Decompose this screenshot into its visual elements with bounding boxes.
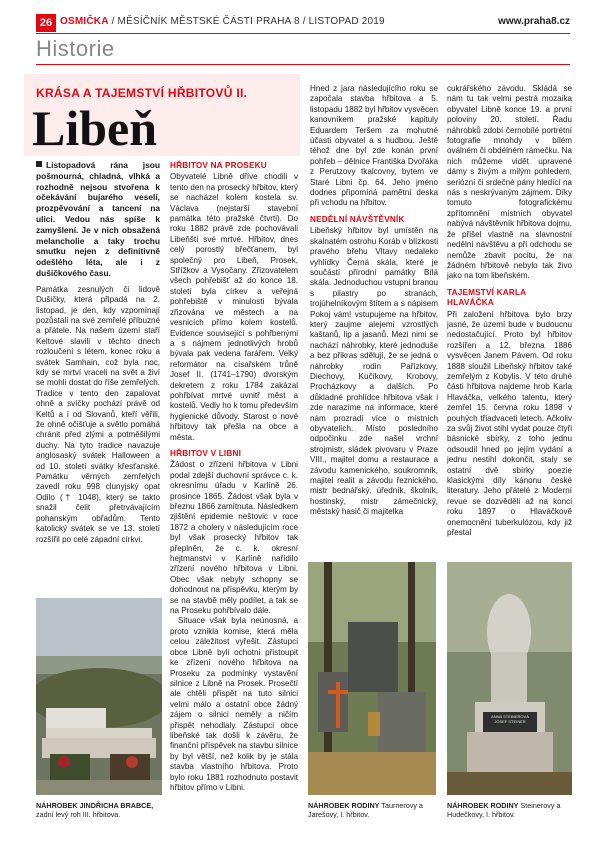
- article-kicker: KRÁSA A TAJEMSTVÍ HŘBITOVŮ II.: [36, 86, 248, 100]
- caption-steiner-title: NÁHROBEK RODINY: [447, 801, 519, 810]
- article-lead: [36, 160, 160, 279]
- section-rule: [36, 64, 570, 65]
- column-1: [36, 160, 160, 545]
- column-2: [170, 157, 298, 793]
- caption-steiner-desc: Steinerovy a Hudečkovy, I. hřbitov.: [447, 801, 561, 819]
- brand-name: OSMIČKA: [60, 16, 109, 27]
- caption-brabec-title: NÁHROBEK JINDŘICHA BRABCE,: [36, 801, 154, 810]
- column-2-paragraph-3: Situace však byla neúnosná, a proto vznikla komise, která měla celou záležitost vyřešit. Zástupci obce Libně byli ochotni přistoupit ke zřízení nového hřbitova na Proseku za podmínky vystavění silnice z Libně na Prosek. Prosečtí ale chtěli přispět na tuto silnici velmi málo a ostatní obce žádný zájem o silnici neměly a ničím přispět nehodlaly. Zástupci obce libeňské tak došli k závěru, že finanční příspěvek na stavbu silnice by byl větší, než kolik by je stála stavba vlastního hřbitova. Proto bylo roku 1881 rozhodnuto postavit hřbitov přímo v Libni.: [170, 616, 298, 792]
- caption-steiner: [447, 801, 575, 819]
- plaque-line-1: ANNA STEINEROVÁ: [491, 714, 529, 719]
- photo-taurner-tomb-image: [308, 562, 436, 795]
- caption-brabec: [36, 801, 166, 819]
- photo-taurner-tomb: [308, 562, 436, 795]
- column-3-paragraph-2: Libeňský hřbitov byl umístěn na skalnatém ostrohu Koráb v blízkosti pravého břehu Vltavy nedaleko vyhlídky Černá skála, které je součástí přírodní památky Bílá skála. Jednoduchou vstupní branou s pilastry po stranách, trojúhelníkovým štítem a s nápisem Pokoj vám! vstupujeme na hřbitov, který zaujme alejemi vzrostlých kaštanů, lip a jasanů. Mezi nimi se nachází náhrobky, které jednoduše a bez přikras sdělují, že se jedná o náhrobky rodin Pařízkovy, Diechovy, Kučíkovy, Krobovy, Procházkovy a dalších. Po důkladné prohlídce hřbitova však i zde narazíme na informace, které nám prozradí více o místních obyvatelích. Místo posledního odpočinku zde našel vrchní strojmistr, sládek pivovaru v Praze VIII., majitel domu a restaurace a závodu kamenického, soukromník, majitel realit a závodu řeznického, mistr bednářský, úředník, školník, hostinský, mistr zámečnický, městský hasič či majitelka: [310, 226, 438, 517]
- article-title: Libeň: [32, 100, 158, 156]
- caption-taurner: [308, 801, 440, 819]
- plaque-inscription: [483, 714, 537, 724]
- subhead-hrbitov-na-proseku: HŘBITOV NA PROSEKU: [170, 161, 267, 170]
- caption-taurner-desc: Taurnerovy a Jarešovy, I. hřbitov.: [308, 801, 423, 819]
- header-issue: / MĚSÍČNÍK MĚSTSKÉ ČÁSTI PRAHA 8 / LISTOPAD 2019: [108, 16, 385, 27]
- column-3: [310, 84, 438, 518]
- column-1-body: Památka zesnulých či lidově Dušičky, která připadá na 2. listopad, je den, kdy vzpomínají pozůstalí na své zemřelé příbuzné a přátele. Na našem území staří Keltové slavili v těchto dnech rozloučení s létem, konec roku a svátek Samhain, což byla noc, kdy se mrtví vraceli na svět a živí se mohli dostat do říše zemřelých. Tradice v tento den zapalovat ohně a svíčky pochází právě od Keltů a i od Slovanů, kteří věřili, že ohně očišťuje a světlo pomáhá chránit před zlými a potměšilými duchy. Na tyto tradice navazuje anglosaský svátek Halloween a od 10. století svátky křesťanské. Památku věrných zemřelých zavedl roku 998 clunyjský opat Odilo († 1048), který se takto snažil čelit přetrvávajícím pohanským obřadům. Tento katolický svátek se ve 13. století rozšířil po celé západní církvi.: [36, 284, 160, 544]
- photo-steiner-tomb: [447, 562, 572, 795]
- column-4-paragraph-1: cukrářského závodu. Skládá se nám tu tak velmi pestrá mozaika obyvatel Libně konce 19. a první poloviny 20. století. Řadu náhrobků zdobí černobílé portrétní fotografie mnohdy v bílém oválném či obdélném rámečku. Na nich můžeme vidět upravené dámy s živým a milým pohledem, seriózní či srdečné pány hledící na nás s neskrývaným zájmem. Díky tomuto fotografickému zpřítomnění místních obyvatel nabývá návštěvník hřbitova dojmu, že přišel vlastně na slavnostní nedělní návštěvu a při odchodu se nemůže zbavit pocitu, že na žádném hřbitově nebylo tak živo jako na tom libeňském.: [447, 84, 572, 281]
- photo-brabec-tomb: [36, 598, 162, 795]
- photo-steiner-tomb-image: [447, 562, 572, 795]
- column-2-paragraph-2: Žádost o zřízení hřbitova v Libni podal zdejší duchovní správce c. k. okresnímu úřadu v Karlíně 26. prosince 1865. Žádost však byla v březnu 1866 zamítnuta. Následkem zjištění epidemie neštovic v roce 1872 a cholery v následujícím roce byl však prosecký hřbitov tak přeplněn, že c. k. okresní hejtmanství v Karlíně nařídilo zřízení nového hřbitova v Libni. Obec však nebyly schopny se dohodnout na příspěvku, kterým by se na stavbě měly podílet, a tak se na Proseku pohřbívalo dále.: [170, 460, 298, 616]
- lead-bullet-icon: [36, 161, 42, 167]
- section-title: Historie: [36, 36, 115, 61]
- header-masthead: [60, 16, 385, 27]
- subhead-tajemstvi-karla-hlavacka: TAJEMSTVÍ KARLA HLAVÁČKA: [447, 287, 526, 308]
- plaque-line-2: JOSEF STEINER: [494, 719, 526, 724]
- page-header: [0, 0, 600, 34]
- header-rule: [36, 33, 570, 34]
- column-2-paragraph-1: Obyvatelé Libně dříve chodili v tento den na prosecký hřbitov, který se nacházel kolem kostela sv. Václava (nejstarší stavební památka této pražské čtvrti). Do roku 1882 právě zde pochovávali Libeňští své mrtvé. Hřbitov, dnes celý porostlý břečťanem, byl společný pro Libeň, Prosek, Střížkov a Vysočany. Zřizovatelem všech pohřebišť až do konce 18. století byla církev a veřejná pohřebiště v minulosti bývala zřizována ve městech a na vesnicích přímo kolem kostelů. Evidence související s pohřbenými a s nájmem jednotlivých hrobů bývala pak vedena farářem. Velký reformátor na císařském trůně Josef II. (1741–1790) dvorským dekretem z roku 1784 zakázal pohřbívat mrtvé uvnitř měst a kostelů. Vedly ho k tomu především hygienické důvody. Starost o nové hřbitovy tak přešla na obce a města.: [170, 172, 298, 442]
- lead-text: Listopadová rána jsou pošmourná, chladná, vlhká a rozhodně nejsou stvořena k očekávání bujarého veselí, prozpěvování a tancení na ulici. Vedou nás spíše k zamyšlení. Je v nich obsažená melancholie a taky trochu smutku nejen z definitivně odešlého léta, ale i z dušičkového času.: [36, 160, 160, 278]
- photo-brabec-tomb-image: [36, 598, 162, 795]
- subhead-hrbitov-v-libni: HŘBITOV V LIBNI: [170, 448, 242, 458]
- column-3-paragraph-1: Hned z jara následujícího roku se započala stavba hřbitova a 5. listopadu 1882 byl hřbitov vysvěcen kanovníkem pražské kapituly Eduardem Teršem za mohutné účasti obyvatel a s hudbou. Ještě téhož dne byl zde konán první pohřeb – dělnice Františka Dvořáka z Perutzovy tkalcovny, bytem ve Staré Libni čp. 64. Jeho jméno dodnes připomíná pamětní deska při vchodu na hřbitov.: [310, 84, 438, 208]
- subhead-nedelni-navstevnik: NEDĚLNÍ NÁVŠTĚVNÍK: [310, 214, 405, 224]
- page-number: 26: [36, 14, 56, 32]
- column-4: [447, 84, 572, 538]
- column-4-paragraph-2: Při založení hřbitova bylo brzy jasné, že území bude v budoucnu nedostačující. Proto byl hřbitov rozšířen a 12. března 1886 vysvěcen Janem Pávem. Od roku 1888 sloužil Libeňský hřbitov také zemřelým z Kobylis. V této druhé části hřbitova najdeme hrob Karla Hlaváčka, velkého talentu, který zemřel 15. června roku 1898 v pouhých třiadvaceti letech. Ačkoliv za svůj život stihl vydat pouze čtyři básnické sbírky, z toho jednu odsoudil hned po jejím vydání a jednu nestihl dokončit, staly se ostatní dvě sbírky poezie klasickými díly kánonu české literatury. Jeho přátelé z Moderní revue se dozvěděli až na konci roku 1897 o Hlaváčkově onemocnění tuberkulózou, kdy již přestal: [447, 309, 572, 538]
- caption-brabec-desc: zadní levý roh III. hřbitova.: [36, 810, 121, 819]
- caption-taurner-title: NÁHROBEK RODINY: [308, 801, 380, 810]
- website-link[interactable]: www.praha8.cz: [498, 16, 570, 27]
